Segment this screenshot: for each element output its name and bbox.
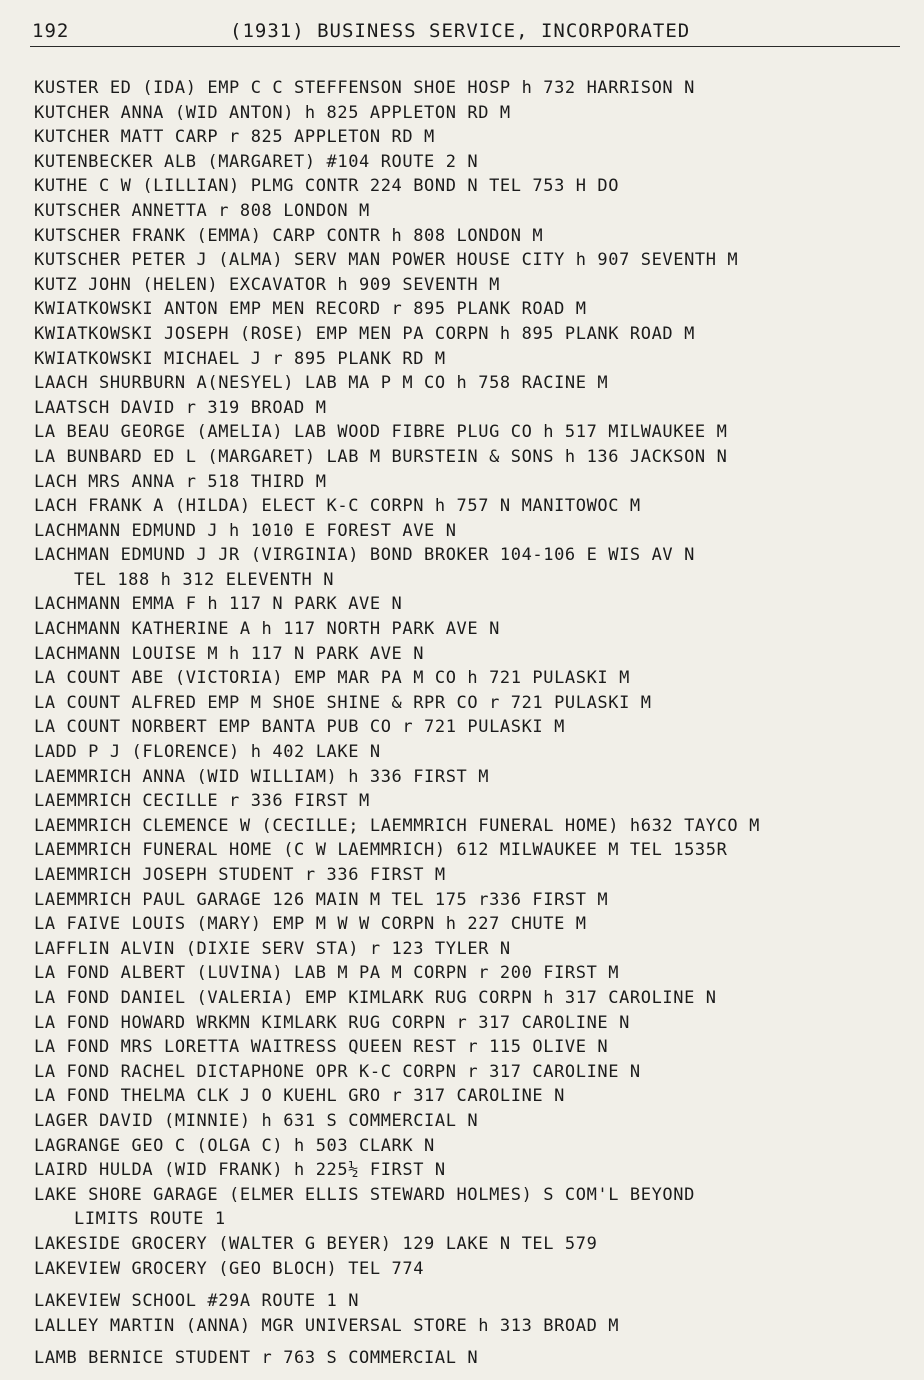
directory-entry: LAEMMRICH PAUL GARAGE 126 MAIN M TEL 175 r336 FIRST M (34, 889, 609, 910)
directory-entry: LAMB BERNICE STUDENT r 763 S COMMERCIAL N (34, 1348, 479, 1369)
directory-entry: LA FOND DANIEL (VALERIA) EMP KIMLARK RUG CORPN h 317 CAROLINE N (34, 987, 717, 1008)
directory-entry: KUTENBECKER ALB (MARGARET) #104 ROUTE 2 N (34, 151, 479, 172)
directory-entry: LACHMAN EDMUND J JR (VIRGINIA) BOND BROKER 104-106 E WIS AV N (34, 545, 695, 566)
page-header (30, 20, 900, 48)
directory-entry: LA FAIVE LOUIS (MARY) EMP M W W CORPN h 227 CHUTE M (34, 914, 587, 935)
directory-entry: LACHMANN KATHERINE A h 117 NORTH PARK AVE N (34, 619, 500, 640)
directory-entry: LA COUNT ABE (VICTORIA) EMP MAR PA M CO h 721 PULASKI M (34, 668, 630, 689)
directory-entries (34, 76, 914, 1371)
running-title: (1931) BUSINESS SERVICE, INCORPORATED (230, 20, 691, 42)
directory-entry: LAEMMRICH JOSEPH STUDENT r 336 FIRST M (34, 865, 446, 885)
directory-entry: LAKE SHORE GARAGE (ELMER ELLIS STEWARD HOLMES) S COM'L BEYOND (34, 1184, 695, 1205)
directory-entry: LAGER DAVID (MINNIE) h 631 S COMMERCIAL N (34, 1110, 479, 1131)
directory-entry: KUTCHER ANNA (WID ANTON) h 825 APPLETON RD M (34, 102, 511, 123)
directory-entry: KWIATKOWSKI ANTON EMP MEN RECORD r 895 PLANK ROAD M (34, 299, 587, 320)
directory-entry: LADD P J (FLORENCE) h 402 LAKE N (34, 742, 381, 763)
directory-entry: KUTZ JOHN (HELEN) EXCAVATOR h 909 SEVENTH M (34, 274, 500, 295)
directory-entry: KUTCHER MATT CARP r 825 APPLETON RD M (34, 127, 435, 148)
directory-entry: LAEMMRICH ANNA (WID WILLIAM) h 336 FIRST M (34, 766, 490, 787)
directory-entry-continuation: TEL 188 h 312 ELEVENTH N (74, 569, 335, 590)
directory-entry: LAGRANGE GEO C (OLGA C) h 503 CLARK N (34, 1135, 435, 1156)
directory-entry: LAKEVIEW GROCERY (GEO BLOCH) TEL 774 (34, 1258, 425, 1279)
directory-entry: LAKESIDE GROCERY (WALTER G BEYER) 129 LAKE N TEL 579 (34, 1233, 598, 1254)
directory-entry: KWIATKOWSKI MICHAEL J r 895 PLANK RD M (34, 348, 446, 369)
directory-entry: LA FOND RACHEL DICTAPHONE OPR K-C CORPN r 317 CAROLINE N (34, 1061, 641, 1082)
directory-entry: LAKEVIEW SCHOOL #29A ROUTE 1 N (34, 1291, 360, 1312)
directory-entry: KUTSCHER ANNETTA r 808 LONDON M (34, 200, 370, 221)
directory-entry: LACHMANN LOUISE M h 117 N PARK AVE N (34, 643, 425, 664)
directory-entry: LAEMMRICH FUNERAL HOME (C W LAEMMRICH) 612 MILWAUKEE M TEL 1535R (34, 840, 728, 861)
directory-entry-continuation: LIMITS ROUTE 1 (74, 1209, 226, 1230)
directory-entry: LA COUNT NORBERT EMP BANTA PUB CO r 721 PULASKI M (34, 717, 565, 738)
directory-entry: KUSTER ED (IDA) EMP C C STEFFENSON SHOE HOSP h 732 HARRISON N (34, 78, 695, 98)
directory-entry: LAFFLIN ALVIN (DIXIE SERV STA) r 123 TYLER N (34, 938, 511, 959)
directory-entry: KUTSCHER FRANK (EMMA) CARP CONTR h 808 LONDON M (34, 225, 544, 246)
directory-entry: LA FOND THELMA CLK J O KUEHL GRO r 317 CAROLINE N (34, 1086, 565, 1107)
directory-entry: LAATSCH DAVID r 319 BROAD M (34, 397, 327, 418)
directory-entry: KUTHE C W (LILLIAN) PLMG CONTR 224 BOND N TEL 753 H DO (34, 176, 620, 197)
directory-entry: LAEMMRICH CECILLE r 336 FIRST M (34, 791, 370, 812)
directory-entry: LA BUNBARD ED L (MARGARET) LAB M BURSTEIN & SONS h 136 JACKSON N (34, 446, 728, 467)
header-rule (30, 46, 900, 47)
directory-entry: LACH MRS ANNA r 518 THIRD M (34, 471, 327, 492)
directory-entry: LACH FRANK A (HILDA) ELECT K-C CORPN h 757 N MANITOWOC M (34, 496, 641, 517)
directory-entry: LA FOND HOWARD WRKMN KIMLARK RUG CORPN r 317 CAROLINE N (34, 1012, 630, 1033)
directory-entry: KUTSCHER PETER J (ALMA) SERV MAN POWER HOUSE CITY h 907 SEVENTH M (34, 250, 739, 271)
directory-entry: LA COUNT ALFRED EMP M SHOE SHINE & RPR CO r 721 PULASKI M (34, 692, 652, 713)
directory-entry: LACHMANN EDMUND J h 1010 E FOREST AVE N (34, 520, 457, 541)
directory-entry: LA BEAU GEORGE (AMELIA) LAB WOOD FIBRE PLUG CO h 517 MILWAUKEE M (34, 422, 728, 443)
page-number: 192 (32, 20, 70, 42)
directory-entry: LAACH SHURBURN A(NESYEL) LAB MA P M CO h 758 RACINE M (34, 373, 609, 394)
directory-entry: LAIRD HULDA (WID FRANK) h 225½ FIRST N (34, 1160, 446, 1181)
directory-entry: LA FOND ALBERT (LUVINA) LAB M PA M CORPN r 200 FIRST M (34, 963, 620, 984)
directory-entry: LA FOND MRS LORETTA WAITRESS QUEEN REST r 115 OLIVE N (34, 1037, 609, 1058)
directory-entry: LACHMANN EMMA F h 117 N PARK AVE N (34, 594, 403, 615)
directory-entry: LALLEY MARTIN (ANNA) MGR UNIVERSAL STORE h 313 BROAD M (34, 1315, 620, 1336)
directory-entry: KWIATKOWSKI JOSEPH (ROSE) EMP MEN PA CORPN h 895 PLANK ROAD M (34, 323, 695, 344)
directory-entry: LAEMMRICH CLEMENCE W (CECILLE; LAEMMRICH FUNERAL HOME) h632 TAYCO M (34, 815, 760, 836)
